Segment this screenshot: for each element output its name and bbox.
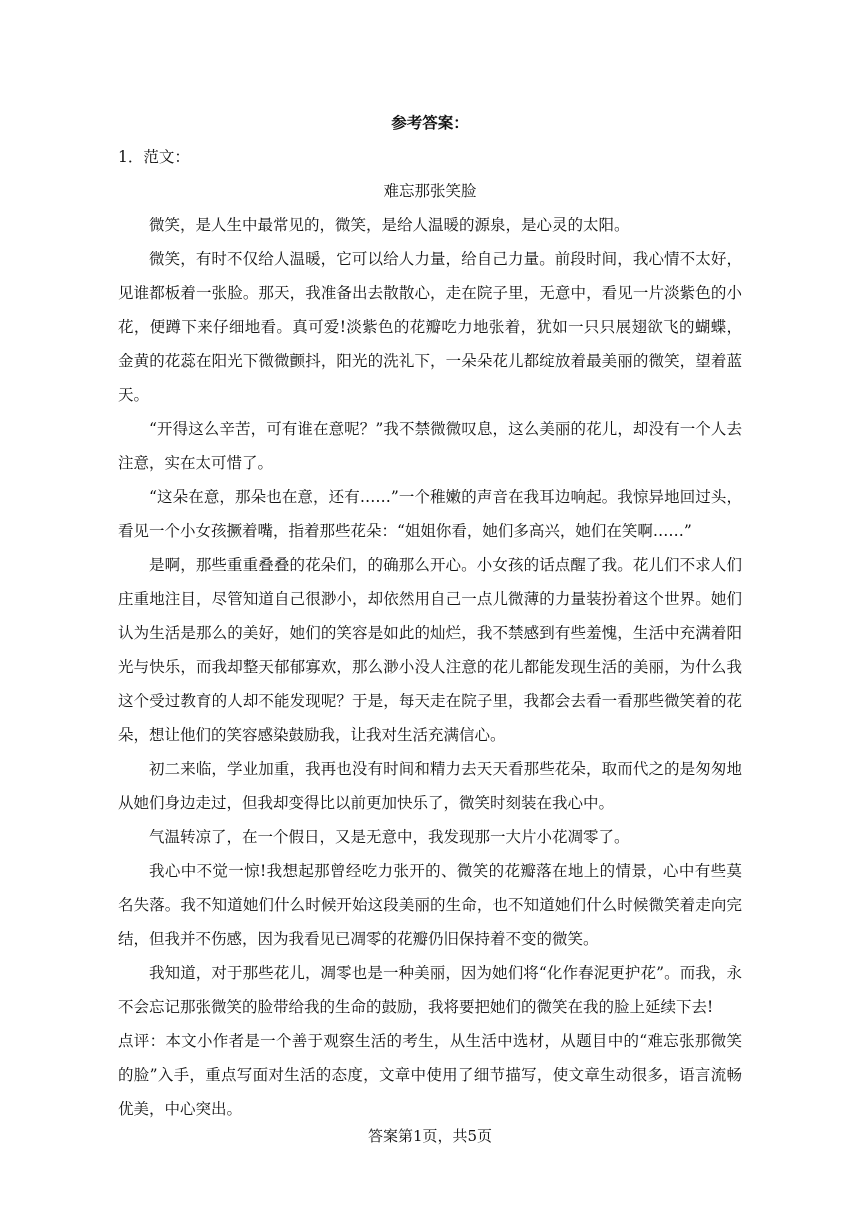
essay-paragraph-8: 我心中不觉一惊!我想起那曾经吃力张开的、微笑的花瓣落在地上的情景，心中有些莫名失落。我不知道她们什么时候开始这段美丽的生命，也不知道她们什么时候微笑着走向完结，但我并不伤感，因为我看见已凋零的花瓣仍旧保持着不变的微笑。 [118, 862, 742, 948]
question-label: 1．范文： [118, 148, 190, 166]
essay-paragraph-5: 是啊，那些重重叠叠的花朵们，的确那么开心。小女孩的话点醒了我。花儿们不求人们庄重地注目，尽管知道自己很渺小，却依然用自己一点儿微薄的力量装扮着这个世界。她们认为生活是那么的美好，她们的笑容是如此的灿烂，我不禁感到有些羞愧，生活中充满着阳光与快乐，而我却整天郁郁寡欢，那么渺小没人注意的花儿都能发现生活的美丽，为什么我这个受过教育的人却不能发现呢？于是，每天走在院子里，我都会去看一看那些微笑着的花朵，想让他们的笑容感染鼓励我，让我对生活充满信心。 [118, 556, 742, 744]
essay-paragraph-9: 我知道，对于那些花儿，凋零也是一种美丽，因为她们将“化作春泥更护花”。而我，永不会忘记那张微笑的脸带给我的生命的鼓励，我将要把她们的微笑在我的脸上延续下去! [118, 964, 742, 1016]
essay-paragraph-6: 初二来临，学业加重，我再也没有时间和精力去天天看那些花朵，取而代之的是匆匆地从她们身边走过，但我却变得比以前更加快乐了，微笑时刻装在我心中。 [118, 760, 742, 812]
essay-paragraph-7: 气温转凉了，在一个假日，又是无意中，我发现那一大片小花凋零了。 [149, 828, 630, 846]
essay-paragraph-3: “开得这么辛苦，可有谁在意呢？”我不禁微微叹息，这么美丽的花儿，却没有一个人去注意，实在太可惜了。 [118, 420, 742, 472]
essay-paragraph-4: “这朵在意，那朵也在意，还有……”一个稚嫩的声音在我耳边响起。我惊异地回过头，看见一个小女孩撅着嘴，指着那些花朵：“姐姐你看，她们多高兴，她们在笑啊……” [118, 488, 742, 540]
teacher-comment: 点评：本文小作者是一个善于观察生活的考生，从生活中选材，从题目中的“难忘张那微笑的脸”入手，重点写面对生活的态度，文章中使用了细节描写，使文章生动很多，语言流畅优美，中心突出。 [118, 1032, 742, 1118]
answer-heading: 参考答案： [391, 113, 469, 132]
answer-content [118, 106, 742, 1126]
essay-paragraph-1: 微笑，是人生中最常见的，微笑，是给人温暖的源泉，是心灵的太阳。 [149, 216, 630, 234]
essay-title: 难忘那张笑脸 [383, 182, 477, 200]
page-footer: 答案第1页，共5页 [367, 1127, 493, 1145]
essay-paragraph-2: 微笑，有时不仅给人温暖，它可以给人力量，给自己力量。前段时间，我心情不太好，见谁都板着一张脸。那天，我准备出去散散心，走在院子里，无意中，看见一片淡紫色的小花，便蹲下来仔细地看。真可爱!淡紫色的花瓣吃力地张着，犹如一只只展翅欲飞的蝴蝶，金黄的花蕊在阳光下微微颤抖，阳光的洗礼下，一朵朵花儿都绽放着最美丽的微笑，望着蓝天。 [118, 250, 742, 404]
